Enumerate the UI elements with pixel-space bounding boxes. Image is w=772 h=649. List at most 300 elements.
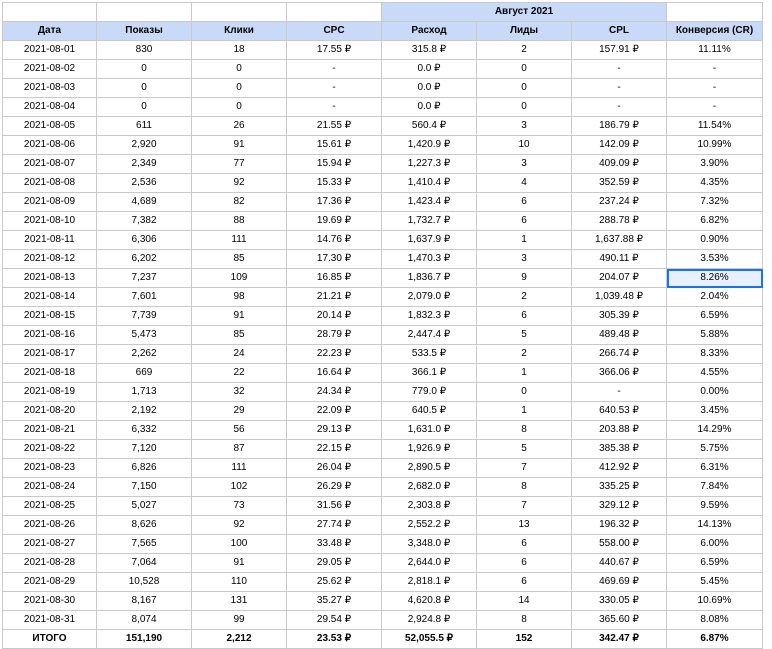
- cell-cpl[interactable]: 352.59 ₽: [572, 174, 667, 193]
- cell-conversion[interactable]: 3.90%: [667, 155, 763, 174]
- cell-impressions[interactable]: 7,237: [97, 269, 192, 288]
- cell-cpc[interactable]: 26.04 ₽: [287, 459, 382, 478]
- cell-cpc[interactable]: 17.30 ₽: [287, 250, 382, 269]
- cell-impressions[interactable]: 7,120: [97, 440, 192, 459]
- cell-date[interactable]: 2021-08-26: [3, 516, 97, 535]
- cell-date[interactable]: 2021-08-21: [3, 421, 97, 440]
- cell-date[interactable]: 2021-08-13: [3, 269, 97, 288]
- total-cell-impressions[interactable]: 151,190: [97, 630, 192, 649]
- cell-clicks[interactable]: 91: [192, 136, 287, 155]
- cell-impressions[interactable]: 2,192: [97, 402, 192, 421]
- cell-cpc[interactable]: 17.36 ₽: [287, 193, 382, 212]
- cell-cpc[interactable]: 26.29 ₽: [287, 478, 382, 497]
- cell-conversion[interactable]: 14.13%: [667, 516, 763, 535]
- cell-spend[interactable]: 2,079.0 ₽: [382, 288, 477, 307]
- table-row: [3, 383, 763, 402]
- cell-spend[interactable]: 366.1 ₽: [382, 364, 477, 383]
- table-row: [3, 345, 763, 364]
- table-row: [3, 174, 763, 193]
- cell-impressions[interactable]: 2,536: [97, 174, 192, 193]
- cell-cpc[interactable]: 21.55 ₽: [287, 117, 382, 136]
- cell-date[interactable]: 2021-08-20: [3, 402, 97, 421]
- cell-date[interactable]: 2021-08-06: [3, 136, 97, 155]
- table-row: [3, 478, 763, 497]
- cell-clicks[interactable]: 87: [192, 440, 287, 459]
- header-row: [3, 22, 763, 41]
- cell-clicks[interactable]: 29: [192, 402, 287, 421]
- cell-conversion[interactable]: 0.90%: [667, 231, 763, 250]
- cell-leads[interactable]: 1: [477, 231, 572, 250]
- table-row: [3, 592, 763, 611]
- cell-cpl[interactable]: 305.39 ₽: [572, 307, 667, 326]
- cell-cpc[interactable]: 28.79 ₽: [287, 326, 382, 345]
- cell-spend[interactable]: 1,637.9 ₽: [382, 231, 477, 250]
- cell-clicks[interactable]: 92: [192, 516, 287, 535]
- cell-spend[interactable]: 2,447.4 ₽: [382, 326, 477, 345]
- cell-conversion[interactable]: -: [667, 79, 763, 98]
- cell-date[interactable]: 2021-08-23: [3, 459, 97, 478]
- cell-clicks[interactable]: 88: [192, 212, 287, 231]
- cell-cpl[interactable]: 204.07 ₽: [572, 269, 667, 288]
- cell-leads[interactable]: 3: [477, 155, 572, 174]
- cell-impressions[interactable]: 7,064: [97, 554, 192, 573]
- cell-date[interactable]: 2021-08-24: [3, 478, 97, 497]
- cell-leads[interactable]: 6: [477, 573, 572, 592]
- header-cell-cpl[interactable]: CPL: [572, 22, 667, 41]
- cell-conversion[interactable]: 6.31%: [667, 459, 763, 478]
- cell-spend[interactable]: 533.5 ₽: [382, 345, 477, 364]
- total-cell-spend[interactable]: 52,055.5 ₽: [382, 630, 477, 649]
- cell-date[interactable]: 2021-08-30: [3, 592, 97, 611]
- cell-clicks[interactable]: 77: [192, 155, 287, 174]
- cell-spend[interactable]: 2,818.1 ₽: [382, 573, 477, 592]
- cell-cpc[interactable]: 29.13 ₽: [287, 421, 382, 440]
- cell-spend[interactable]: 2,552.2 ₽: [382, 516, 477, 535]
- cell-spend[interactable]: 1,423.4 ₽: [382, 193, 477, 212]
- cell-cpl[interactable]: 366.06 ₽: [572, 364, 667, 383]
- cell-cpc[interactable]: 17.55 ₽: [287, 41, 382, 60]
- cell-date[interactable]: 2021-08-16: [3, 326, 97, 345]
- cell-cpl[interactable]: 196.32 ₽: [572, 516, 667, 535]
- cell-conversion[interactable]: 2.04%: [667, 288, 763, 307]
- cell-cpl[interactable]: -: [572, 98, 667, 117]
- cell-cpc[interactable]: 31.56 ₽: [287, 497, 382, 516]
- cell-leads[interactable]: 0: [477, 383, 572, 402]
- cell-cpc[interactable]: 14.76 ₽: [287, 231, 382, 250]
- cell-impressions[interactable]: 0: [97, 98, 192, 117]
- cell-date[interactable]: 2021-08-08: [3, 174, 97, 193]
- cell-spend[interactable]: 640.5 ₽: [382, 402, 477, 421]
- cell-date[interactable]: 2021-08-15: [3, 307, 97, 326]
- cell-spend[interactable]: 315.8 ₽: [382, 41, 477, 60]
- cell-cpl[interactable]: 409.09 ₽: [572, 155, 667, 174]
- cell[interactable]: [97, 3, 192, 22]
- table-row: [3, 402, 763, 421]
- cell-cpc[interactable]: 15.33 ₽: [287, 174, 382, 193]
- table-row: [3, 60, 763, 79]
- cell-conversion[interactable]: 7.84%: [667, 478, 763, 497]
- cell-leads[interactable]: 7: [477, 459, 572, 478]
- cell-impressions[interactable]: 8,626: [97, 516, 192, 535]
- cell-clicks[interactable]: 56: [192, 421, 287, 440]
- cell-cpl[interactable]: 288.78 ₽: [572, 212, 667, 231]
- cell-leads[interactable]: 10: [477, 136, 572, 155]
- total-cell-cpc[interactable]: 23.53 ₽: [287, 630, 382, 649]
- cell-spend[interactable]: 1,836.7 ₽: [382, 269, 477, 288]
- spreadsheet-grid: [2, 2, 763, 649]
- header-cell-conversion[interactable]: Конверсия (CR): [667, 22, 763, 41]
- cell-spend[interactable]: 1,926.9 ₽: [382, 440, 477, 459]
- table-row: [3, 421, 763, 440]
- cell-impressions[interactable]: 10,528: [97, 573, 192, 592]
- cell-clicks[interactable]: 0: [192, 98, 287, 117]
- cell-spend[interactable]: 2,682.0 ₽: [382, 478, 477, 497]
- table-row: [3, 573, 763, 592]
- cell-impressions[interactable]: 0: [97, 60, 192, 79]
- cell-conversion[interactable]: 11.54%: [667, 117, 763, 136]
- cell-spend[interactable]: 1,410.4 ₽: [382, 174, 477, 193]
- cell-conversion[interactable]: 11.11%: [667, 41, 763, 60]
- cell-impressions[interactable]: 830: [97, 41, 192, 60]
- cell-impressions[interactable]: 2,920: [97, 136, 192, 155]
- cell-conversion[interactable]: 5.88%: [667, 326, 763, 345]
- cell-cpl[interactable]: 489.48 ₽: [572, 326, 667, 345]
- cell-cpl[interactable]: -: [572, 383, 667, 402]
- cell-impressions[interactable]: 8,074: [97, 611, 192, 630]
- cell-leads[interactable]: 0: [477, 98, 572, 117]
- month-banner-cell[interactable]: Август 2021: [382, 3, 667, 22]
- cell-date[interactable]: 2021-08-12: [3, 250, 97, 269]
- cell-clicks[interactable]: 111: [192, 231, 287, 250]
- cell-cpc[interactable]: 21.21 ₽: [287, 288, 382, 307]
- cell-spend[interactable]: 1,631.0 ₽: [382, 421, 477, 440]
- cell-clicks[interactable]: 91: [192, 307, 287, 326]
- cell-leads[interactable]: 3: [477, 250, 572, 269]
- cell-spend[interactable]: 560.4 ₽: [382, 117, 477, 136]
- cell-conversion[interactable]: -: [667, 98, 763, 117]
- cell-impressions[interactable]: 2,349: [97, 155, 192, 174]
- cell-impressions[interactable]: 611: [97, 117, 192, 136]
- cell-conversion[interactable]: 6.00%: [667, 535, 763, 554]
- cell-clicks[interactable]: 131: [192, 592, 287, 611]
- cell-cpc[interactable]: 15.61 ₽: [287, 136, 382, 155]
- cell-cpc[interactable]: 15.94 ₽: [287, 155, 382, 174]
- cell-impressions[interactable]: 7,565: [97, 535, 192, 554]
- cell-spend[interactable]: 1,227.3 ₽: [382, 155, 477, 174]
- cell-impressions[interactable]: 7,150: [97, 478, 192, 497]
- cell-clicks[interactable]: 22: [192, 364, 287, 383]
- table-row: [3, 136, 763, 155]
- cell-leads[interactable]: 6: [477, 212, 572, 231]
- cell-date[interactable]: 2021-08-31: [3, 611, 97, 630]
- cell-impressions[interactable]: 5,027: [97, 497, 192, 516]
- cell-impressions[interactable]: 6,306: [97, 231, 192, 250]
- cell-date[interactable]: 2021-08-22: [3, 440, 97, 459]
- cell-date[interactable]: 2021-08-27: [3, 535, 97, 554]
- cell-cpl[interactable]: 142.09 ₽: [572, 136, 667, 155]
- cell-spend[interactable]: 0.0 ₽: [382, 98, 477, 117]
- cell-cpl[interactable]: 640.53 ₽: [572, 402, 667, 421]
- cell-conversion[interactable]: 4.35%: [667, 174, 763, 193]
- cell-clicks[interactable]: 18: [192, 41, 287, 60]
- cell-spend[interactable]: 1,420.9 ₽: [382, 136, 477, 155]
- cell-clicks[interactable]: 32: [192, 383, 287, 402]
- cell-cpc[interactable]: 16.64 ₽: [287, 364, 382, 383]
- cell-conversion[interactable]: 3.45%: [667, 402, 763, 421]
- cell-cpl[interactable]: 335.25 ₽: [572, 478, 667, 497]
- cell-conversion[interactable]: 4.55%: [667, 364, 763, 383]
- cell-cpl[interactable]: 558.00 ₽: [572, 535, 667, 554]
- cell-conversion[interactable]: 5.45%: [667, 573, 763, 592]
- cell-cpl[interactable]: 469.69 ₽: [572, 573, 667, 592]
- cell-clicks[interactable]: 92: [192, 174, 287, 193]
- cell-spend[interactable]: 779.0 ₽: [382, 383, 477, 402]
- cell-clicks[interactable]: 102: [192, 478, 287, 497]
- table-row: [3, 193, 763, 212]
- table-row: [3, 231, 763, 250]
- total-cell-date[interactable]: ИТОГО: [3, 630, 97, 649]
- cell-leads[interactable]: 0: [477, 79, 572, 98]
- cell-cpl[interactable]: -: [572, 79, 667, 98]
- cell[interactable]: [667, 3, 763, 22]
- cell-impressions[interactable]: 7,382: [97, 212, 192, 231]
- cell-leads[interactable]: 6: [477, 307, 572, 326]
- cell-leads[interactable]: 8: [477, 478, 572, 497]
- cell-leads[interactable]: 8: [477, 611, 572, 630]
- cell-date[interactable]: 2021-08-25: [3, 497, 97, 516]
- cell-clicks[interactable]: 73: [192, 497, 287, 516]
- cell-clicks[interactable]: 100: [192, 535, 287, 554]
- cell-clicks[interactable]: 24: [192, 345, 287, 364]
- cell-cpc[interactable]: 29.54 ₽: [287, 611, 382, 630]
- table-row: [3, 41, 763, 60]
- cell-date[interactable]: 2021-08-18: [3, 364, 97, 383]
- cell-spend[interactable]: 1,470.3 ₽: [382, 250, 477, 269]
- total-cell-cpl[interactable]: 342.47 ₽: [572, 630, 667, 649]
- cell-leads[interactable]: 2: [477, 41, 572, 60]
- total-cell-leads[interactable]: 152: [477, 630, 572, 649]
- cell-cpl[interactable]: -: [572, 60, 667, 79]
- cell-conversion[interactable]: 8.08%: [667, 611, 763, 630]
- cell-spend[interactable]: 2,924.8 ₽: [382, 611, 477, 630]
- cell-impressions[interactable]: 7,739: [97, 307, 192, 326]
- cell-cpl[interactable]: 330.05 ₽: [572, 592, 667, 611]
- cell-clicks[interactable]: 85: [192, 250, 287, 269]
- cell-clicks[interactable]: 91: [192, 554, 287, 573]
- total-cell-conversion[interactable]: 6.87%: [667, 630, 763, 649]
- cell-date[interactable]: 2021-08-09: [3, 193, 97, 212]
- cell-leads[interactable]: 2: [477, 288, 572, 307]
- cell-impressions[interactable]: 8,167: [97, 592, 192, 611]
- cell-leads[interactable]: 0: [477, 60, 572, 79]
- cell-impressions[interactable]: 6,332: [97, 421, 192, 440]
- cell-cpc[interactable]: 22.15 ₽: [287, 440, 382, 459]
- table-row: [3, 117, 763, 136]
- cell-conversion[interactable]: 6.82%: [667, 212, 763, 231]
- cell-cpc[interactable]: 19.69 ₽: [287, 212, 382, 231]
- table-row: [3, 554, 763, 573]
- table-row: [3, 516, 763, 535]
- cell-spend[interactable]: 0.0 ₽: [382, 79, 477, 98]
- table-row: [3, 497, 763, 516]
- cell-impressions[interactable]: 5,473: [97, 326, 192, 345]
- cell-conversion[interactable]: 6.59%: [667, 307, 763, 326]
- cell-date[interactable]: 2021-08-29: [3, 573, 97, 592]
- cell-spend[interactable]: 3,348.0 ₽: [382, 535, 477, 554]
- cell-date[interactable]: 2021-08-10: [3, 212, 97, 231]
- cell-cpc[interactable]: -: [287, 60, 382, 79]
- cell[interactable]: [3, 3, 97, 22]
- cell-date[interactable]: 2021-08-14: [3, 288, 97, 307]
- cell-leads[interactable]: 4: [477, 174, 572, 193]
- cell-spend[interactable]: 1,732.7 ₽: [382, 212, 477, 231]
- header-cell-spend[interactable]: Расход: [382, 22, 477, 41]
- header-cell-cpc[interactable]: CPC: [287, 22, 382, 41]
- table-row: [3, 212, 763, 231]
- cell-date[interactable]: 2021-08-17: [3, 345, 97, 364]
- cell-leads[interactable]: 9: [477, 269, 572, 288]
- cell-leads[interactable]: 6: [477, 535, 572, 554]
- table-row: [3, 98, 763, 117]
- cell-conversion[interactable]: 6.59%: [667, 554, 763, 573]
- cell-cpc[interactable]: -: [287, 98, 382, 117]
- cell-conversion[interactable]: -: [667, 60, 763, 79]
- cell-conversion[interactable]: 5.75%: [667, 440, 763, 459]
- cell-clicks[interactable]: 109: [192, 269, 287, 288]
- cell-spend[interactable]: 1,832.3 ₽: [382, 307, 477, 326]
- cell-date[interactable]: 2021-08-11: [3, 231, 97, 250]
- selected-cell[interactable]: 8.26%: [667, 269, 763, 288]
- table-row: [3, 535, 763, 554]
- cell-conversion[interactable]: 10.69%: [667, 592, 763, 611]
- cell-leads[interactable]: 5: [477, 440, 572, 459]
- total-cell-clicks[interactable]: 2,212: [192, 630, 287, 649]
- cell-clicks[interactable]: 82: [192, 193, 287, 212]
- cell-cpl[interactable]: 266.74 ₽: [572, 345, 667, 364]
- cell-clicks[interactable]: 85: [192, 326, 287, 345]
- cell-cpc[interactable]: 16.85 ₽: [287, 269, 382, 288]
- cell-impressions[interactable]: 0: [97, 79, 192, 98]
- table-row: [3, 307, 763, 326]
- cell-impressions[interactable]: 4,689: [97, 193, 192, 212]
- cell-cpl[interactable]: 440.67 ₽: [572, 554, 667, 573]
- table-row: [3, 288, 763, 307]
- cell-cpc[interactable]: 20.14 ₽: [287, 307, 382, 326]
- cell-leads[interactable]: 14: [477, 592, 572, 611]
- cell-clicks[interactable]: 98: [192, 288, 287, 307]
- cell-leads[interactable]: 13: [477, 516, 572, 535]
- cell-cpc[interactable]: 22.09 ₽: [287, 402, 382, 421]
- header-cell-date[interactable]: Дата: [3, 22, 97, 41]
- cell-spend[interactable]: 2,644.0 ₽: [382, 554, 477, 573]
- cell-spend[interactable]: 4,620.8 ₽: [382, 592, 477, 611]
- cell-cpc[interactable]: 22.23 ₽: [287, 345, 382, 364]
- cell-cpl[interactable]: 203.88 ₽: [572, 421, 667, 440]
- cell-leads[interactable]: 3: [477, 117, 572, 136]
- header-cell-leads[interactable]: Лиды: [477, 22, 572, 41]
- cell-conversion[interactable]: 9.59%: [667, 497, 763, 516]
- cell-impressions[interactable]: 6,826: [97, 459, 192, 478]
- cell-date[interactable]: 2021-08-02: [3, 60, 97, 79]
- cell-cpc[interactable]: 33.48 ₽: [287, 535, 382, 554]
- cell-clicks[interactable]: 0: [192, 60, 287, 79]
- cell-cpl[interactable]: 237.24 ₽: [572, 193, 667, 212]
- cell-cpl[interactable]: 157.91 ₽: [572, 41, 667, 60]
- table-row: [3, 326, 763, 345]
- cell-clicks[interactable]: 110: [192, 573, 287, 592]
- cell-clicks[interactable]: 111: [192, 459, 287, 478]
- cell-leads[interactable]: 8: [477, 421, 572, 440]
- cell-conversion[interactable]: 10.99%: [667, 136, 763, 155]
- cell-cpl[interactable]: 490.11 ₽: [572, 250, 667, 269]
- cell-cpc[interactable]: -: [287, 79, 382, 98]
- cell-date[interactable]: 2021-08-05: [3, 117, 97, 136]
- cell-impressions[interactable]: 1,713: [97, 383, 192, 402]
- cell-cpl[interactable]: 412.92 ₽: [572, 459, 667, 478]
- cell-cpl[interactable]: 1,637.88 ₽: [572, 231, 667, 250]
- cell-impressions[interactable]: 6,202: [97, 250, 192, 269]
- cell-conversion[interactable]: 0.00%: [667, 383, 763, 402]
- cell-impressions[interactable]: 669: [97, 364, 192, 383]
- cell-spend[interactable]: 2,303.8 ₽: [382, 497, 477, 516]
- cell-spend[interactable]: 0.0 ₽: [382, 60, 477, 79]
- cell-leads[interactable]: 6: [477, 193, 572, 212]
- cell-leads[interactable]: 7: [477, 497, 572, 516]
- cell-date[interactable]: 2021-08-01: [3, 41, 97, 60]
- table-row: [3, 440, 763, 459]
- cell-impressions[interactable]: 2,262: [97, 345, 192, 364]
- header-cell-impressions[interactable]: Показы: [97, 22, 192, 41]
- cell-cpl[interactable]: 1,039.48 ₽: [572, 288, 667, 307]
- cell-date[interactable]: 2021-08-19: [3, 383, 97, 402]
- cell-leads[interactable]: 6: [477, 554, 572, 573]
- table-row: [3, 269, 763, 288]
- cell-spend[interactable]: 2,890.5 ₽: [382, 459, 477, 478]
- cell-cpc[interactable]: 29.05 ₽: [287, 554, 382, 573]
- cell-leads[interactable]: 1: [477, 402, 572, 421]
- cell-cpl[interactable]: 385.38 ₽: [572, 440, 667, 459]
- cell-clicks[interactable]: 0: [192, 79, 287, 98]
- cell-conversion[interactable]: 7.32%: [667, 193, 763, 212]
- table-row: [3, 611, 763, 630]
- cell-cpc[interactable]: 24.34 ₽: [287, 383, 382, 402]
- cell-leads[interactable]: 5: [477, 326, 572, 345]
- table-row: [3, 364, 763, 383]
- cell[interactable]: [287, 3, 382, 22]
- header-cell-clicks[interactable]: Клики: [192, 22, 287, 41]
- cell-date[interactable]: 2021-08-07: [3, 155, 97, 174]
- cell-cpl[interactable]: 186.79 ₽: [572, 117, 667, 136]
- cell-leads[interactable]: 1: [477, 364, 572, 383]
- table-row: [3, 250, 763, 269]
- cell-conversion[interactable]: 14.29%: [667, 421, 763, 440]
- cell-cpc[interactable]: 35.27 ₽: [287, 592, 382, 611]
- cell-impressions[interactable]: 7,601: [97, 288, 192, 307]
- cell-clicks[interactable]: 99: [192, 611, 287, 630]
- cell-date[interactable]: 2021-08-03: [3, 79, 97, 98]
- cell-date[interactable]: 2021-08-04: [3, 98, 97, 117]
- cell-conversion[interactable]: 3.53%: [667, 250, 763, 269]
- cell-leads[interactable]: 2: [477, 345, 572, 364]
- cell-cpc[interactable]: 27.74 ₽: [287, 516, 382, 535]
- cell-conversion[interactable]: 8.33%: [667, 345, 763, 364]
- cell[interactable]: [192, 3, 287, 22]
- cell-cpl[interactable]: 365.60 ₽: [572, 611, 667, 630]
- cell-cpc[interactable]: 25.62 ₽: [287, 573, 382, 592]
- cell-date[interactable]: 2021-08-28: [3, 554, 97, 573]
- cell-clicks[interactable]: 26: [192, 117, 287, 136]
- cell-cpl[interactable]: 329.12 ₽: [572, 497, 667, 516]
